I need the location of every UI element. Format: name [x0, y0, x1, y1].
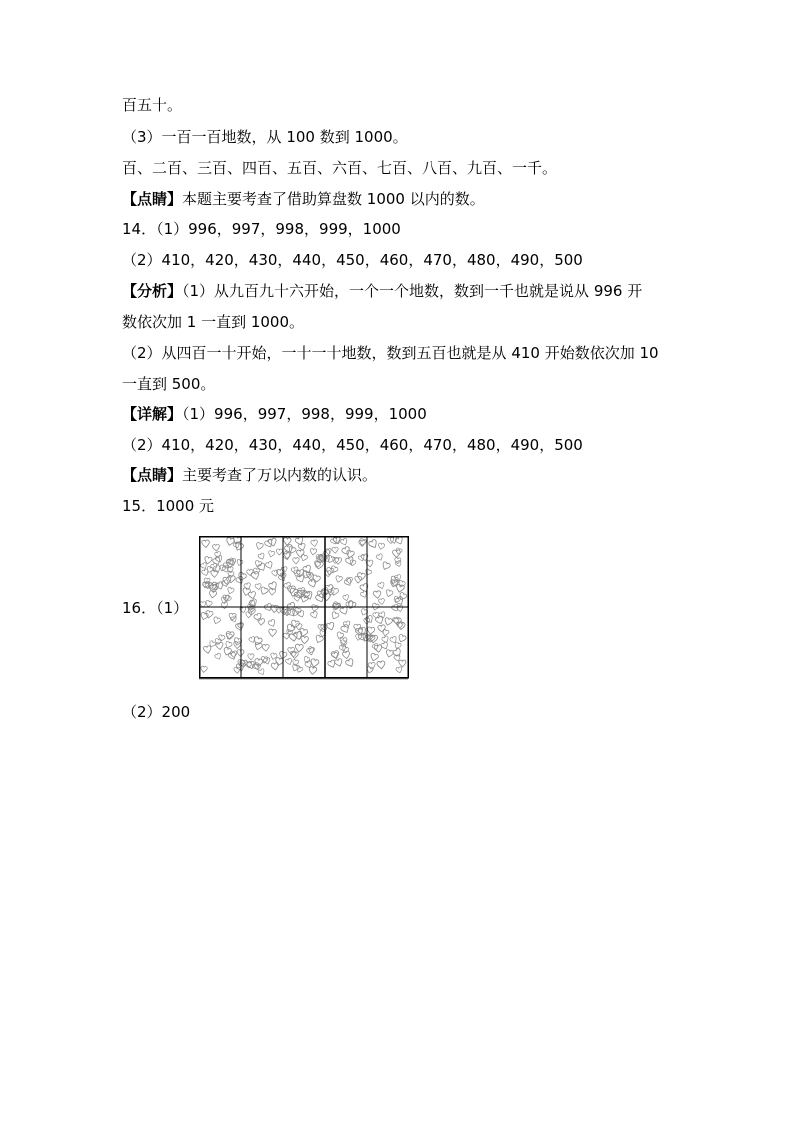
- heart-icon: [304, 660, 313, 668]
- heart-icon: [308, 579, 318, 588]
- line-analysis-1: [122, 281, 642, 301]
- detail-text: （1）996，997，998，999，1000: [182, 405, 427, 423]
- heart-icon: [378, 598, 385, 605]
- line-detail-2: （2）410，420，430，440，450，460，470，480，490，500: [122, 436, 583, 454]
- heart-icon: [395, 560, 403, 567]
- line-q16-2: （2）200: [122, 703, 191, 721]
- heart-icon: [395, 584, 404, 593]
- heart-icon: [385, 589, 393, 597]
- heart-icon: [212, 544, 220, 552]
- heart-icon: [291, 664, 300, 673]
- key-point-label: 【点睛】: [122, 190, 183, 208]
- line-analysis-2-cont: 一直到 500。: [122, 375, 216, 393]
- hearts-grid-icon: [199, 536, 409, 680]
- heart-icon: [367, 635, 375, 643]
- heart-icon: [325, 567, 334, 576]
- heart-icon: [276, 549, 282, 555]
- heart-icon: [203, 645, 212, 654]
- heart-icon: [389, 636, 398, 644]
- heart-icon: [325, 584, 334, 593]
- heart-icon: [300, 554, 308, 562]
- heart-icon: [258, 553, 266, 561]
- heart-icon: [202, 540, 210, 548]
- heart-icon: [378, 543, 385, 550]
- line-analysis-1-cont: 数依次加 1 一直到 1000。: [122, 313, 305, 331]
- heart-icon: [295, 644, 303, 652]
- heart-icon: [376, 553, 384, 561]
- heart-icon: [254, 658, 263, 667]
- heart-icon: [263, 657, 271, 665]
- heart-icon: [310, 548, 317, 555]
- heart-icon: [373, 591, 381, 599]
- heart-icon: [268, 629, 276, 637]
- heart-icon: [310, 540, 318, 548]
- heart-icon: [340, 538, 348, 546]
- line-q16-1: 16．（1）: [122, 599, 189, 617]
- heart-icon: [393, 550, 401, 558]
- heart-icon: [211, 570, 218, 577]
- line-continuation: 百五十。: [122, 96, 183, 114]
- heart-icon: [399, 660, 406, 667]
- analysis-text: （1）从九百九十六开始，一个一个地数，数到一千也就是说从 996 开: [182, 282, 643, 300]
- heart-icon: [259, 586, 269, 595]
- heart-icon: [268, 550, 275, 557]
- heart-icon: [283, 552, 291, 560]
- heart-icon: [335, 575, 343, 583]
- heart-icon: [341, 546, 351, 556]
- heart-icon: [264, 603, 273, 612]
- heart-icon: [345, 658, 355, 668]
- heart-icon: [370, 653, 379, 662]
- heart-icon: [268, 619, 277, 628]
- heart-icon: [294, 608, 301, 615]
- heart-icon: [200, 666, 207, 673]
- heart-icon: [396, 666, 403, 673]
- heart-icon: [359, 583, 369, 593]
- line-q14-2: （2）410，420，430，440，450，460，470，480，490，500: [122, 251, 583, 269]
- line-key-point-2: [122, 465, 377, 485]
- heart-icon: [243, 582, 251, 590]
- key-point-text: 主要考查了万以内数的认识。: [182, 466, 378, 484]
- heart-icon: [229, 613, 236, 620]
- heart-icon: [288, 647, 295, 654]
- heart-icon: [271, 662, 279, 670]
- heart-icon: [342, 651, 350, 659]
- heart-icon: [377, 661, 386, 670]
- heart-icon: [381, 561, 391, 571]
- heart-icon: [332, 547, 338, 553]
- heart-icon: [268, 581, 278, 591]
- line-q15: 15．1000 元: [122, 497, 215, 515]
- analysis-label: 【分析】: [122, 282, 183, 300]
- heart-icon: [314, 635, 324, 645]
- heart-icon: [206, 566, 214, 573]
- heart-icon: [397, 622, 405, 630]
- key-point-text: 本题主要考查了借助算盘数 1000 以内的数。: [182, 190, 485, 208]
- heart-icon: [254, 642, 263, 651]
- heart-icon: [296, 550, 304, 558]
- heart-icon: [368, 662, 376, 669]
- heart-icon: [354, 576, 361, 583]
- heart-icon: [214, 653, 222, 661]
- heart-icon: [242, 588, 251, 596]
- heart-icon: [212, 616, 221, 625]
- heart-icon: [311, 604, 319, 612]
- heart-icon: [368, 539, 379, 549]
- key-point-label: 【点睛】: [122, 466, 183, 484]
- heart-icon: [204, 556, 213, 564]
- heart-icon: [262, 644, 269, 651]
- heart-icon: [265, 561, 274, 570]
- heart-icon: [375, 616, 385, 625]
- heart-icon: [255, 542, 263, 550]
- line-q14-1: 14．（1）996，997，998，999，1000: [122, 220, 401, 238]
- heart-icon: [326, 555, 335, 564]
- heart-icon: [310, 611, 319, 620]
- heart-icon: [283, 633, 290, 640]
- line-key-point-1: [122, 189, 485, 209]
- heart-icon: [367, 627, 375, 635]
- heart-icon: [343, 594, 350, 601]
- heart-icon: [208, 640, 216, 648]
- heart-icon: [301, 636, 309, 644]
- heart-icon: [258, 668, 266, 676]
- heart-icon: [221, 602, 228, 609]
- heart-icon: [306, 647, 315, 655]
- heart-icon: [385, 649, 394, 657]
- heart-icon: [236, 559, 243, 566]
- heart-icon: [377, 582, 385, 590]
- line-detail-1: [122, 404, 427, 424]
- heart-icon: [397, 634, 407, 643]
- heart-icon: [382, 629, 390, 636]
- line-hundreds-list: 百、二百、三百、四百、五百、六百、七百、八百、九百、一千。: [122, 159, 558, 177]
- heart-icon: [268, 538, 277, 547]
- hearts-cluster: [200, 536, 408, 676]
- heart-icon: [251, 571, 260, 580]
- heart-icon: [295, 536, 305, 546]
- heart-icon: [258, 618, 265, 625]
- heart-icon: [248, 654, 254, 660]
- heart-icon: [395, 596, 405, 606]
- line-analysis-2: （2）从四百一十开始，一十一十地数，数到五百也就是从 410 开始数依次加 10: [122, 344, 659, 362]
- heart-icon: [293, 558, 300, 564]
- heart-icon: [285, 658, 293, 666]
- heart-icon: [330, 611, 339, 620]
- heart-icon: [391, 604, 400, 613]
- heart-icon: [378, 625, 386, 633]
- heart-icon: [294, 631, 304, 640]
- heart-icon: [334, 658, 343, 667]
- heart-icon: [381, 636, 389, 644]
- heart-icon: [271, 570, 279, 577]
- heart-icon: [312, 574, 321, 583]
- heart-icon: [248, 591, 257, 599]
- heart-icon: [227, 587, 235, 595]
- heart-icon: [205, 610, 214, 618]
- line-3-count-hundreds: （3）一百一百地数，从 100 数到 1000。: [122, 128, 408, 146]
- detail-label: 【详解】: [122, 405, 183, 423]
- heart-icon: [384, 617, 393, 626]
- heart-icon: [349, 560, 356, 567]
